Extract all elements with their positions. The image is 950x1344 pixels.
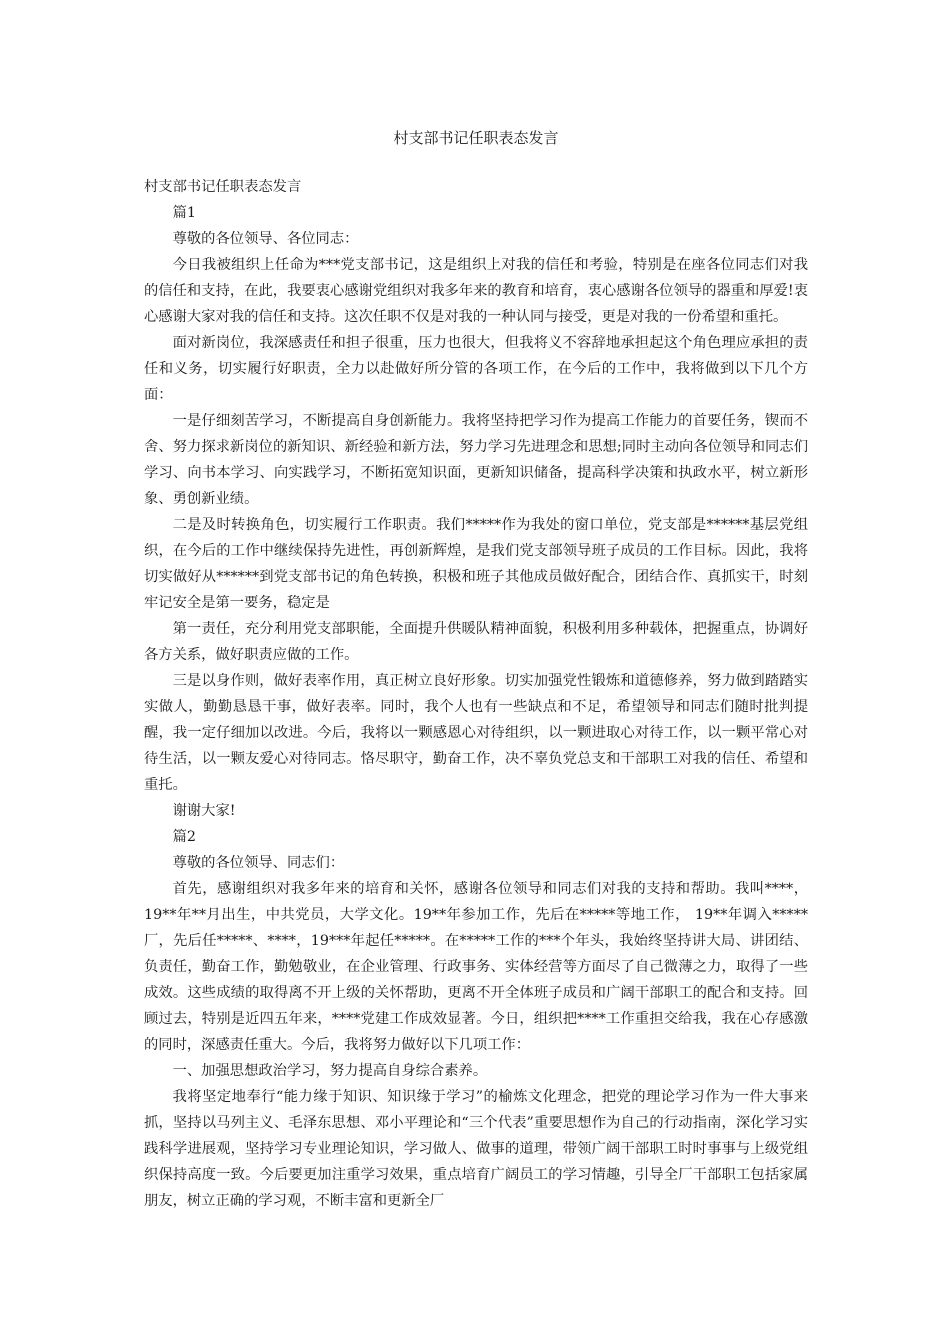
body-paragraph: 面对新岗位，我深感责任和担子很重，压力也很大，但我将义不容辞地承担起这个角色理应承担的责任和义务，切实履行好职责，全力以赴做好所分管的各项工作，在今后的工作中，我将做到以下几个方面： — [144, 335, 808, 403]
body-paragraph: 首先，感谢组织对我多年来的培育和关怀，感谢各位领导和同志们对我的支持和帮助。我叫****，19**年**月出生，中共党员，大学文化。19**年参加工作，先后在*****等地工作， 19**年调入*****厂，先后任*****、****，19***年起任*****。在*****工作的***个年头，我始终坚持讲大局、讲团结、负责任，勤奋工作，勤勉敬业，在企业管理、行政事务、实体经营等方面尽了自己微薄之力，取得了一些成效。这些成绩的取得离不开上级的关怀帮助，更离不开全体班子成员和广阔干部职工的配合和支持。回顾过去，特别是近四五年来，****党建工作成效显著。今日，组织把****工作重担交给我，我在心存感激的同时，深感责任重大。今后，我将努力做好以下几项工作： — [144, 881, 808, 1053]
body-paragraph: 第一责任，充分利用党支部职能，全面提升供暖队精神面貌，积极利用多种载体，把握重点，协调好各方关系，做好职责应做的工作。 — [144, 621, 808, 663]
body-paragraph: 今日我被组织上任命为***党支部书记，这是组织上对我的信任和考验，特别是在座各位同志们对我的信任和支持，在此，我要衷心感谢党组织对我多年来的教育和培育，衷心感谢各位领导的器重和厚爱!衷心感谢大家对我的信任和支持。这次任职不仅是对我的一种认同与接受，更是对我的一份希望和重托。 — [144, 257, 808, 325]
subtitle-paragraph: 村支部书记任职表态发言 — [144, 179, 302, 195]
body-paragraph: 二是及时转换角色，切实履行工作职责。我们*****作为我处的窗口单位，党支部是******基层党组织，在今后的工作中继续保持先进性，再创新辉煌，是我们党支部领导班子成员的工作目标。因此，我将切实做好从******到党支部书记的角色转换，积极和班子其他成员做好配合，团结合作、真抓实干，时刻牢记安全是第一要务，稳定是 — [144, 517, 808, 611]
body-paragraph: 我将坚定地奉行“能力缘于知识、知识缘于学习”的榆炼文化理念，把党的理论学习作为一件大事来抓，坚持以马列主义、毛泽东思想、邓小平理论和“三个代表”重要思想作为自己的行动指南，深化学习实践科学进展观，坚持学习专业理论知识，学习做人、做事的道理，带领广阔干部职工时时事事与上级党组织保持高度一致。今后要更加注重学习效果，重点培育广阔员工的学习情趣，引导全厂干部职工包括家属朋友，树立正确的学习观，不断丰富和更新全厂 — [144, 1089, 808, 1209]
section-heading-2: 篇2 — [172, 829, 196, 845]
salutation-2: 尊敬的各位领导、同志们： — [172, 855, 345, 871]
document-title: 村支部书记任职表态发言 — [393, 129, 559, 147]
body-paragraph: 一是仔细刻苦学习，不断提高自身创新能力。我将坚持把学习作为提高工作能力的首要任务，锲而不舍、努力探求新岗位的新知识、新经验和新方法，努力学习先进理念和思想;同时主动向各位领导和同志们学习、向书本学习、向实践学习，不断拓宽知识面，更新知识储备，提高科学决策和执政水平，树立新形象、勇创新业绩。 — [144, 413, 808, 507]
salutation-1: 尊敬的各位领导、各位同志： — [172, 231, 359, 247]
body-paragraph: 一、加强思想政治学习，努力提高自身综合素养。 — [172, 1063, 488, 1079]
section-heading-1: 篇1 — [172, 205, 196, 221]
closing-thanks: 谢谢大家! — [172, 803, 236, 819]
document-body — [144, 174, 808, 1214]
body-paragraph: 三是以身作则，做好表率作用，真正树立良好形象。切实加强党性锻炼和道德修养，努力做到踏踏实实做人，勤勤恳恳干事，做好表率。同时，我个人也有一些缺点和不足，希望领导和同志们随时批判提醒，我一定仔细加以改进。今后，我将以一颗感恩心对待组织，以一颗进取心对待工作，以一颗平常心对待生活，以一颗友爱心对待同志。恪尽职守，勤奋工作，决不辜负党总支和干部职工对我的信任、希望和重托。 — [144, 673, 808, 793]
